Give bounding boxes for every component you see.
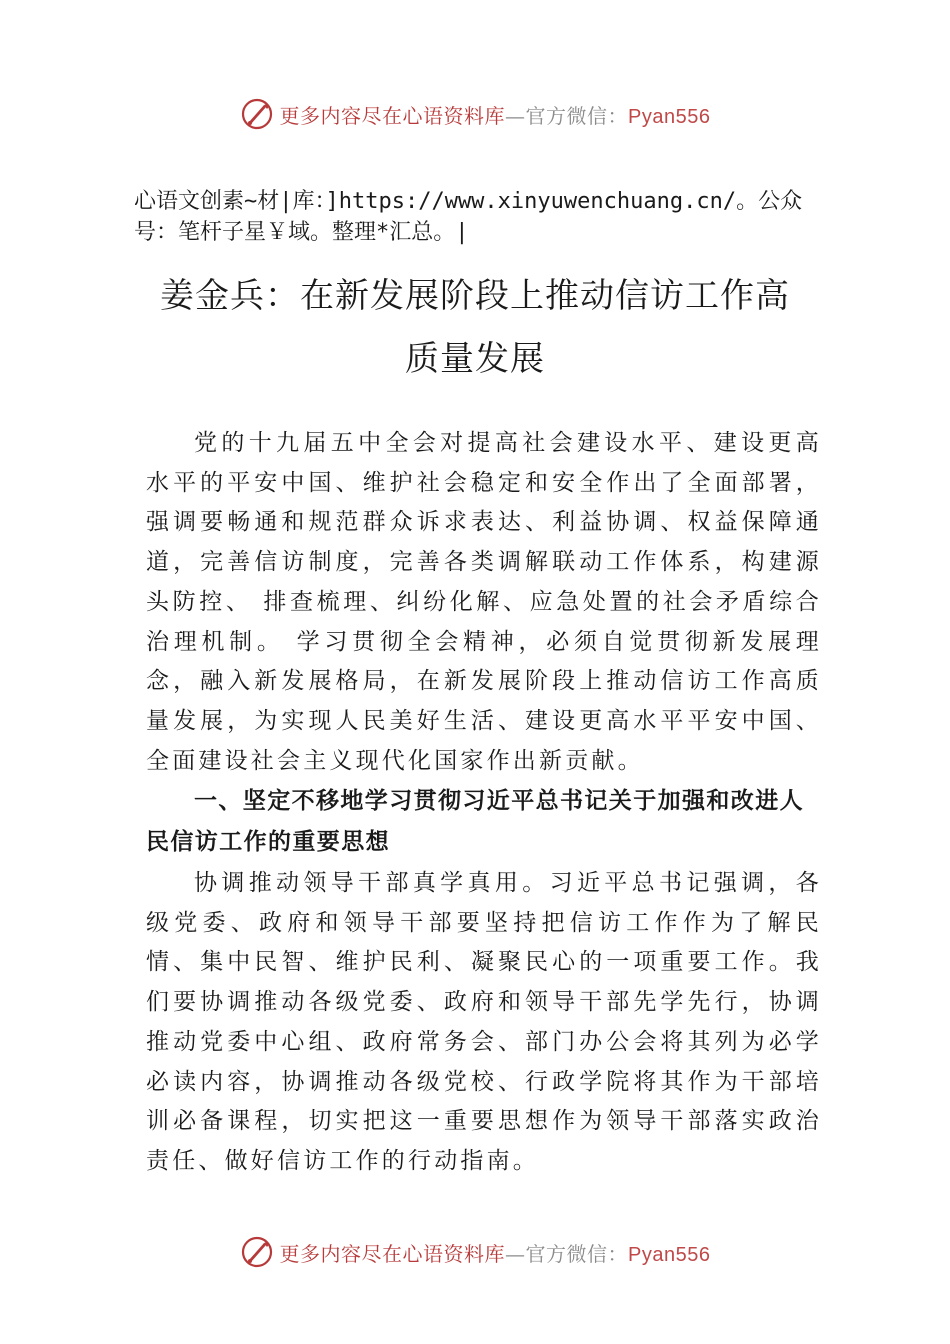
- quill-pen-logo-icon: [240, 97, 274, 131]
- banner-wechat-label: 官方微信：: [525, 103, 629, 128]
- banner-wechat-id: Pyan556: [628, 105, 711, 128]
- banner-dash: —: [505, 103, 526, 128]
- banner-wechat-label: 官方微信：: [525, 1241, 629, 1266]
- source-line: 心语文创素~材|库：]https://www.xinyuwenchuang.cn/。公众号：笔杆子星￥域。整理*汇总。|: [134, 189, 803, 245]
- section-heading: 一、坚定不移地学习贯彻习近平总书记关于加强和改进人民信访工作的重要思想: [146, 788, 804, 855]
- document-title-line-1: 姜金兵：在新发展阶段上推动信访工作高: [160, 276, 790, 316]
- banner-text: [280, 1238, 711, 1267]
- intro-paragraph: 党的十九届五中全会对提高社会建设水平、建设更高水平的平安中国、维护社会稳定和安全作出了全面部署，强调要畅通和规范群众诉求表达、利益协调、权益保障通道，完善信访制度，完善各类调解联动工作体系，构建源头防控、 排查梳理、纠纷化解、应急处置的社会矛盾综合治理机制。 学习贯彻全会精神，必须自觉贯彻新发展理念，融入新发展格局，在新发展阶段上推动信访工作高质量发展，为实现人民美好生活、建设更高水平平安中国、全面建设社会主义现代化国家作出新贡献。: [146, 430, 822, 774]
- document-title-line-2: 质量发展: [405, 339, 545, 379]
- banner-text: [280, 100, 711, 129]
- body-paragraph: 协调推动领导干部真学真用。习近平总书记强调，各级党委、政府和领导干部要坚持把信访工作作为了解民情、集中民智、维护民利、凝聚民心的一项重要工作。我们要协调推动各级党委、政府和领导干部先学先行，协调推动党委中心组、政府常务会、部门办公会将其列为必学必读内容，协调推动各级党校、行政学院将其作为干部培训必备课程，切实把这一重要思想作为领导干部落实政治责任、做好信访工作的行动指南。: [146, 870, 822, 1174]
- banner-wechat-id: Pyan556: [628, 1243, 711, 1266]
- header-banner: [0, 94, 950, 134]
- banner-slogan: 更多内容尽在心语资料库: [279, 103, 506, 128]
- banner-slogan: 更多内容尽在心语资料库: [279, 1241, 506, 1266]
- quill-pen-logo-icon: [240, 1235, 274, 1269]
- banner-dash: —: [505, 1241, 526, 1266]
- footer-banner: [0, 1232, 950, 1272]
